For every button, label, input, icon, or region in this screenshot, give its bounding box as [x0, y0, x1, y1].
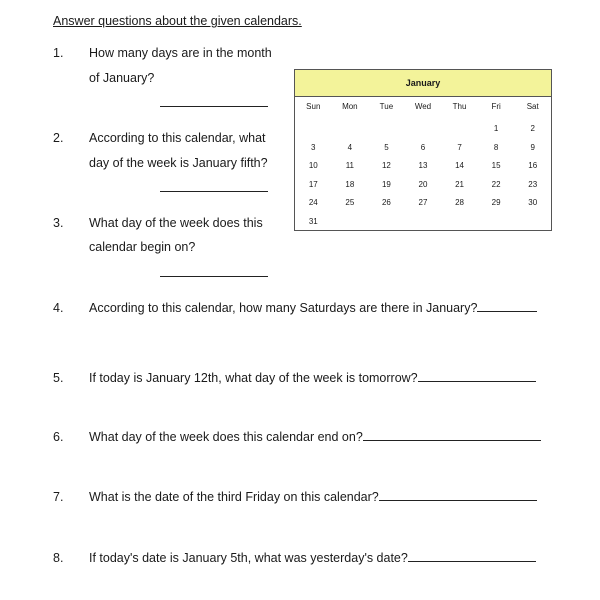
question-2-number: 2.	[53, 131, 64, 145]
calendar-date-cell: 31	[308, 216, 318, 226]
question-6-text	[89, 430, 541, 444]
calendar-day-header: Sun	[306, 102, 321, 111]
calendar-empty-cell	[295, 124, 332, 143]
question-4-number: 4.	[53, 301, 64, 315]
question-5-text	[89, 371, 536, 385]
question-2-line-1: According to this calendar, what	[89, 131, 266, 145]
question-7-label: What is the date of the third Friday on this calendar?	[89, 490, 379, 504]
calendar-day-header: Fri	[491, 102, 501, 111]
calendar-date-cell: 4	[347, 142, 353, 152]
calendar-date-cell: 18	[345, 179, 355, 189]
calendar-day-header: Thu	[452, 102, 467, 111]
worksheet-title: Answer questions about the given calendars.	[53, 14, 302, 28]
calendar-month-header: January	[295, 70, 551, 97]
question-3-number: 3.	[53, 216, 64, 230]
question-8-label: If today's date is January 5th, what was yesterday's date?	[89, 551, 408, 565]
calendar-date-cell: 28	[455, 198, 465, 207]
calendar-date-cell: 29	[491, 198, 501, 207]
question-1-number: 1.	[53, 46, 64, 60]
calendar-date-cell: 6	[420, 142, 426, 152]
question-3-line-1: What day of the week does this	[89, 216, 263, 230]
question-6-label: What day of the week does this calendar end on?	[89, 430, 363, 444]
calendar-date-cell: 12	[381, 161, 391, 170]
question-1-line-1: How many days are in the month	[89, 46, 272, 60]
calendar-date-cell: 24	[308, 198, 318, 207]
question-4-answer-line[interactable]	[477, 301, 537, 312]
calendar-empty-cell	[368, 217, 405, 236]
question-6-answer-line[interactable]	[363, 430, 541, 441]
calendar-date-cell: 22	[491, 179, 501, 189]
question-1-line-2: of January?	[89, 71, 155, 85]
question-8-answer-line[interactable]	[408, 551, 536, 562]
calendar-date-cell: 5	[384, 142, 389, 152]
calendar-date-cell: 23	[528, 179, 538, 189]
question-2-line-2: day of the week is January fifth?	[89, 156, 268, 170]
calendar-empty-cell	[441, 124, 478, 143]
calendar-date-cell: 21	[455, 179, 465, 189]
calendar-date-cell: 30	[528, 198, 538, 207]
calendar-date-cell: 16	[528, 161, 538, 170]
calendar-grid	[295, 102, 551, 235]
calendar-empty-cell	[405, 217, 442, 236]
question-4-text	[89, 301, 537, 315]
calendar-date-cell: 26	[381, 198, 391, 207]
january-calendar	[294, 69, 552, 231]
calendar-date-cell: 1	[493, 124, 499, 133]
question-5-number: 5.	[53, 371, 64, 385]
question-7-number: 7.	[53, 490, 64, 504]
calendar-empty-cell	[332, 217, 369, 236]
calendar-empty-cell	[441, 217, 478, 236]
calendar-empty-cell	[478, 217, 515, 236]
calendar-date-cell: 17	[308, 179, 318, 189]
calendar-date-cell: 27	[418, 198, 428, 207]
calendar-day-header: Mon	[342, 102, 358, 111]
question-3-answer-line[interactable]	[160, 276, 268, 277]
question-5-answer-line[interactable]	[418, 371, 536, 382]
question-7-answer-line[interactable]	[379, 490, 537, 501]
calendar-day-header: Tue	[379, 102, 394, 111]
calendar-date-cell: 7	[457, 142, 462, 152]
question-6-number: 6.	[53, 430, 64, 444]
calendar-empty-cell	[514, 217, 551, 236]
calendar-date-cell: 13	[418, 161, 428, 170]
calendar-empty-cell	[405, 124, 442, 143]
calendar-empty-cell	[368, 124, 405, 143]
calendar-date-cell: 14	[455, 161, 465, 170]
calendar-day-header: Wed	[414, 102, 432, 111]
question-5-label: If today is January 12th, what day of the week is tomorrow?	[89, 371, 418, 385]
calendar-date-cell: 20	[418, 179, 428, 189]
calendar-date-cell: 3	[311, 142, 316, 152]
question-8-text	[89, 551, 536, 565]
question-4-label: According to this calendar, how many Saturdays are there in January?	[89, 301, 478, 315]
calendar-day-header: Sat	[526, 102, 539, 111]
question-8-number: 8.	[53, 551, 64, 565]
calendar-date-cell: 9	[530, 142, 535, 152]
question-7-text	[89, 490, 537, 504]
calendar-date-cell: 15	[491, 161, 501, 170]
calendar-date-cell: 8	[493, 142, 499, 152]
question-2-answer-line[interactable]	[160, 191, 268, 192]
calendar-empty-cell	[332, 124, 369, 143]
calendar-date-cell: 11	[345, 161, 354, 170]
question-3-line-2: calendar begin on?	[89, 240, 196, 254]
calendar-date-cell: 2	[530, 124, 535, 133]
question-1-answer-line[interactable]	[160, 106, 268, 107]
calendar-date-cell: 25	[345, 198, 355, 207]
calendar-date-cell: 19	[381, 179, 391, 189]
calendar-date-cell: 10	[308, 161, 318, 170]
